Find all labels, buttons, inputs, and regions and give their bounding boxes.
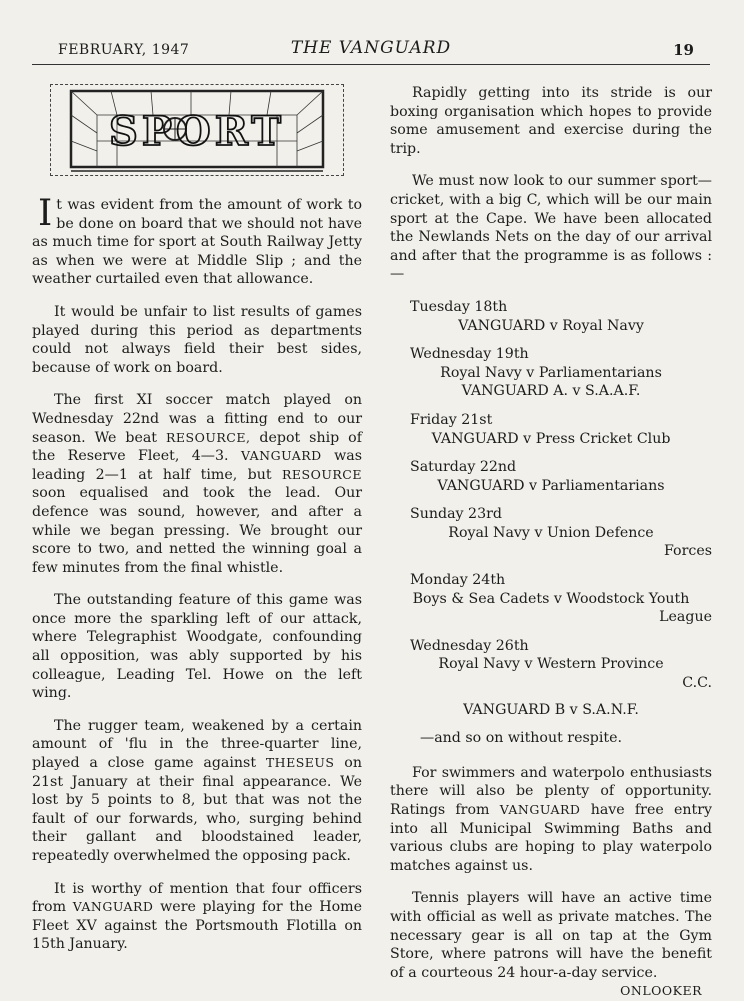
- goal-net-illustration: [51, 85, 343, 175]
- fixture-match: Boys & Sea Cadets v Woodstock Youth: [412, 590, 690, 607]
- fixture-match-tail: C.C.: [682, 675, 712, 692]
- paragraph: For swimmers and waterpolo enthusiasts there will also be plenty of opportunity. Ratings from VANGUARD have free entry into all Municipal Swimming Baths and various clubs are hoping to play waterpolo matches against us.: [390, 764, 713, 874]
- fixture: [390, 298, 712, 335]
- paragraph: Tennis players will have an active time with official as well as private matches. The necessary gear is all on tap at the Gym Store, where patrons will have the benefit of a courteous 24 hour-a-day service.: [390, 890, 712, 981]
- fixture-day: Monday 24th: [410, 572, 506, 589]
- ship-name: VANGUARD: [240, 448, 322, 464]
- right-column: [390, 84, 712, 1001]
- fixture-day: Saturday 22nd: [410, 459, 517, 476]
- fixture-match: VANGUARD B v S.A.N.F.: [463, 701, 639, 718]
- fixture-match: VANGUARD v Press Cricket Club: [431, 430, 671, 447]
- ship-name: THESEUS: [265, 755, 335, 771]
- fixture-match: VANGUARD v Parliamentarians: [437, 477, 665, 494]
- fixture-match: VANGUARD v Royal Navy: [458, 317, 644, 334]
- paragraph: It is worthy of mention that four officers from VANGUARD were playing for the Home Fleet XV against the Portsmouth Flotilla on 15th January.: [32, 880, 363, 953]
- paragraph: Rapidly getting into its stride is our boxing organisation which hopes to provide some amusement and exercise during the trip.: [390, 85, 712, 157]
- fixture-list: [390, 298, 712, 748]
- fixture: [390, 637, 712, 693]
- paragraph: The first XI soccer match played on Wednesday 22nd was a fitting end to our season. We beat RESOURCE, depot ship of the Reserve Fleet, 4—3. VANGUARD was leading 2—1 at half time, but RESOURCE soon equalised and took the lead. Our defence was sound, however, and after a while we began pressing. We brought our score to two, and netted the winning goal a few minutes from the final whistle.: [32, 392, 362, 576]
- fixture: [390, 458, 712, 495]
- author-signature: ONLOOKER: [620, 983, 702, 999]
- fixture-match: Royal Navy v Union Defence: [448, 524, 654, 541]
- fixture: [390, 345, 712, 401]
- fixture-match: Royal Navy v Parliamentarians: [440, 364, 662, 381]
- fixture-day: Sunday 23rd: [410, 506, 502, 523]
- fixture: [390, 505, 712, 561]
- drop-cap: I: [38, 193, 53, 234]
- fixture-match-tail: Forces: [663, 543, 712, 560]
- fixture-day: Friday 21st: [410, 411, 493, 428]
- fixture-match: VANGUARD A. v S.A.A.F.: [461, 383, 641, 400]
- ship-name: RESOURCE: [282, 466, 362, 482]
- fixture-day: Wednesday 19th: [410, 346, 529, 363]
- ship-name: VANGUARD: [72, 899, 154, 915]
- fixture: [390, 701, 712, 720]
- paragraph: It would be unfair to list results of games played during this period as departments could not always field their best sides, because of work on board.: [32, 303, 362, 376]
- paragraph: The rugger team, weakened by a certain amount of 'flu in the three-quarter line, played a close game against THESEUS on 21st January at their final appearance. We lost by 5 points to 8, but that was not the fault of our forwards, who, surging behind their gallant and bloodstained leader, repeatedly overwhelmed the opposing pack.: [32, 717, 362, 864]
- ship-name: RESOURCE,: [165, 429, 251, 445]
- fixture-match: Royal Navy v Western Province: [438, 656, 664, 673]
- fixture-day: Tuesday 18th: [410, 298, 508, 315]
- logo-text: SPORT: [108, 108, 286, 155]
- page-number: 19: [673, 41, 694, 59]
- sport-logo: [50, 84, 344, 176]
- paragraph: It was evident from the amount of work to be done on board that we should not have as much time for sport at South Railway Jetty as when we were at Middle Slip ; and the weather curtailed even that allowance.: [32, 193, 362, 288]
- paragraph: We must now look to our summer sport—cricket, with a big C, which will be our main sport at the Cape. We have been allocated the Newlands Nets on the day of our arrival and after that the programme is as follows :—: [390, 173, 712, 283]
- issue-date: FEBRUARY, 1947: [58, 42, 190, 58]
- fixture-match-tail: League: [659, 609, 712, 626]
- paragraph: The outstanding feature of this game was once more the sparkling left of our attack, where Telegraphist Woodgate, confounding all opposition, was ably supported by his colleague, Leading Tel. Howe on the left wing.: [32, 592, 362, 702]
- fixture: [390, 411, 712, 448]
- ship-name: VANGUARD: [499, 802, 581, 817]
- fixtures-closing-line: —and so on without respite.: [420, 730, 622, 747]
- page-header: [32, 34, 710, 65]
- fixture: [390, 571, 712, 627]
- publication-title: THE VANGUARD: [290, 38, 452, 58]
- fixture-day: Wednesday 26th: [410, 637, 529, 654]
- left-column: [32, 84, 362, 968]
